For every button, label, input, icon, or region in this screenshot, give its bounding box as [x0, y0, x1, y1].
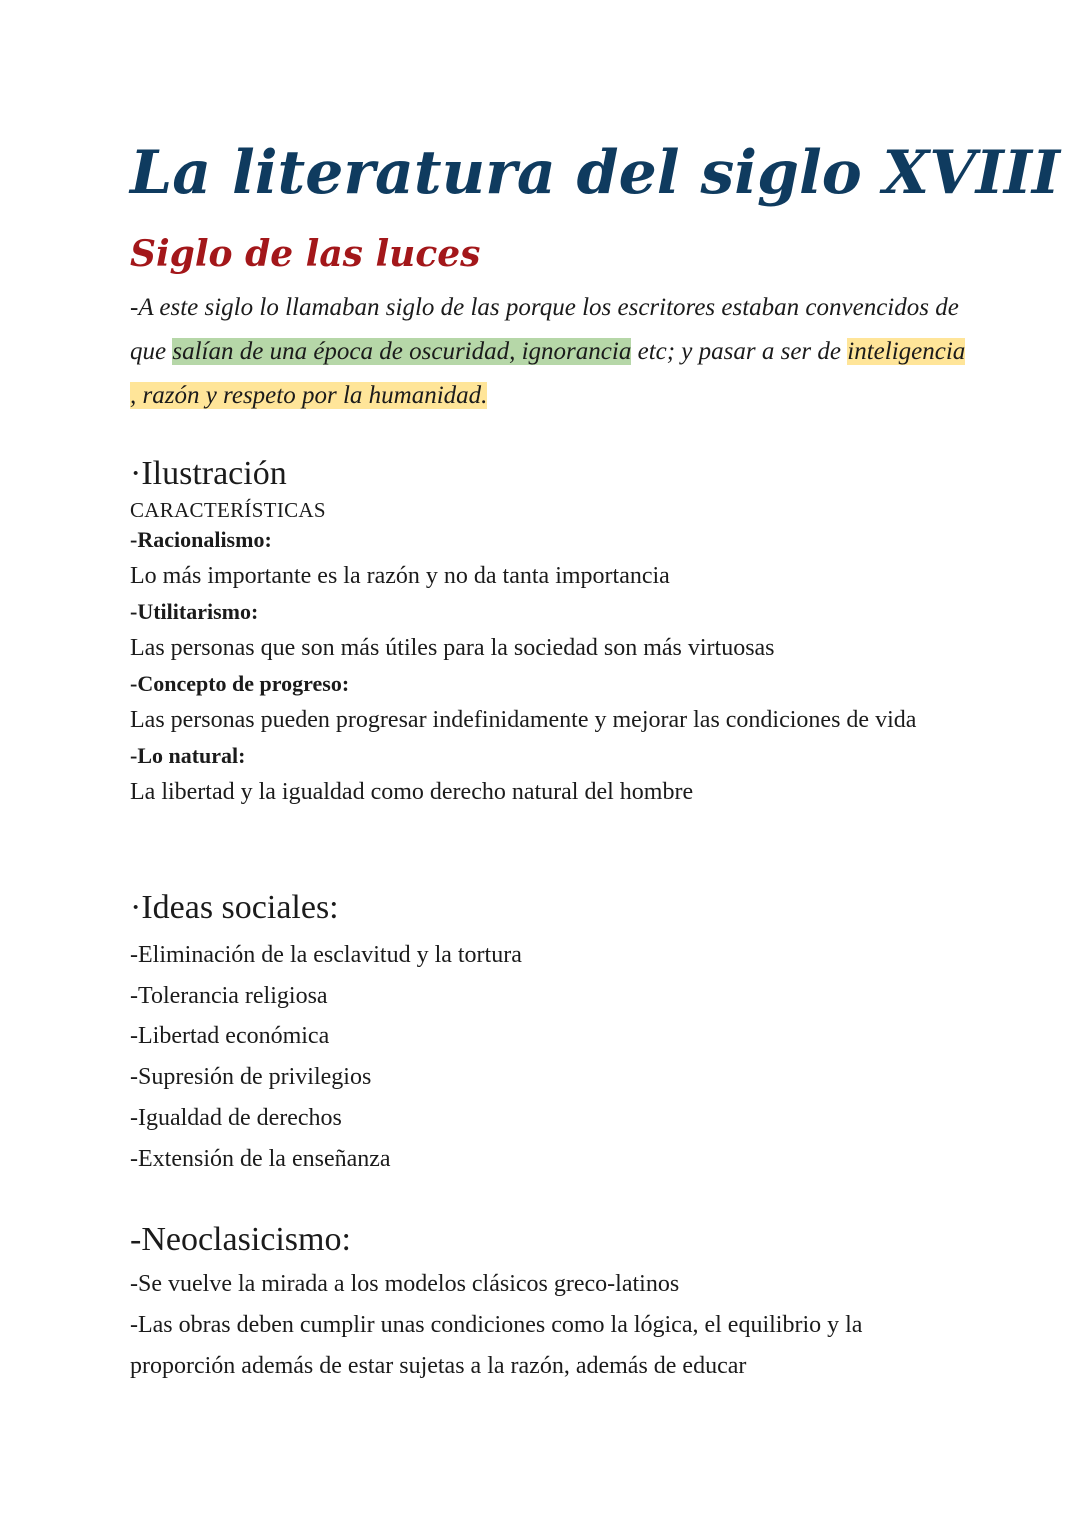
- characteristic-item: [130, 524, 970, 596]
- intro-highlight-yellow: inteligencia , razón y respeto por la humanidad.: [130, 338, 966, 409]
- characteristic-description: La libertad y la igualdad como derecho natural del hombre: [130, 779, 694, 805]
- characteristic-label: -Lo natural:: [130, 743, 246, 768]
- list-item: -Se vuelve la mirada a los modelos clásicos greco-latinos: [130, 1271, 680, 1297]
- characteristic-item: [130, 740, 970, 812]
- list-item: -Igualdad de derechos: [130, 1104, 342, 1131]
- characteristic-label: -Concepto de progreso:: [130, 671, 350, 696]
- list-item: -Eliminación de la esclavitud y la tortura: [130, 942, 522, 968]
- intro-text-part2: etc; y pasar a ser de: [631, 338, 848, 365]
- characteristic-description: Las personas pueden progresar indefinidamente y mejorar las condiciones de vida: [130, 707, 917, 733]
- characteristic-item: [130, 668, 970, 740]
- list-item: -Tolerancia religiosa: [130, 982, 328, 1009]
- characteristic-description: Lo más importante es la razón y no da tanta importancia: [130, 563, 670, 589]
- characteristic-label: -Racionalismo:: [130, 527, 272, 552]
- page-title: La literatura del siglo XVIII: [130, 138, 1060, 208]
- page-subtitle: Siglo de las luces: [130, 233, 481, 275]
- characteristics-label: CARACTERÍSTICAS: [130, 498, 326, 522]
- list-item: -Las obras deben cumplir unas condiciones como la lógica, el equilibrio y la proporción además de estar sujetas a la razón, además de educar: [130, 1312, 863, 1379]
- list-item: -Libertad económica: [130, 1023, 330, 1050]
- section-heading-ilustracion: ·Ilustración: [130, 455, 287, 492]
- neoclasicismo-list: [130, 1264, 970, 1387]
- characteristics-list: [130, 524, 970, 812]
- characteristic-label: -Utilitarismo:: [130, 599, 259, 624]
- intro-highlight-green: salían de una época de oscuridad, ignorancia: [172, 338, 632, 365]
- section-heading-ideas-sociales: ·Ideas sociales:: [130, 889, 339, 926]
- ideas-sociales-list: [130, 935, 970, 1179]
- intro-paragraph: [130, 286, 970, 418]
- list-item: -Supresión de privilegios: [130, 1064, 372, 1091]
- characteristic-item: [130, 596, 970, 668]
- characteristic-description: Las personas que son más útiles para la sociedad son más virtuosas: [130, 635, 775, 661]
- intro-text-part1: -A este siglo lo llamaban siglo de las porque los escritores estaban convencidos de que: [130, 294, 959, 365]
- section-heading-neoclasicismo: -Neoclasicismo:: [130, 1221, 351, 1258]
- list-item: -Extensión de la enseñanza: [130, 1145, 391, 1172]
